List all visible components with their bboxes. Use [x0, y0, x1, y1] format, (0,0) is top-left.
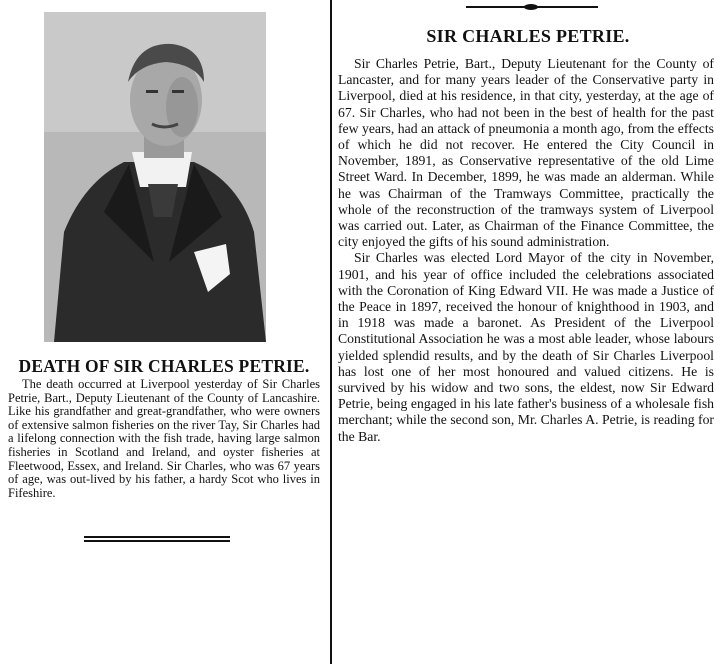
right-paragraph-1: Sir Charles Petrie, Bart., Deputy Lieutenant for the County of Lancaster, and for many years leader of the Conservative party in Liverpool, died at his residence, in that city, yesterday, at the age of 67. Sir Charles, who had not been in the best of health for the past few years, had an attack of pneumonia a month ago, from the effects of which he did not recover. He entered the City Council in November, 1891, as Conservative representative of the old Lime Street Ward. In December, 1899, he was made an alderman. While he was Chairman of the Tramways Committee, practically the whole of the reconstruction of the tramways system of Liverpool was carried out. Later, as Chairman of the Finance Committee, the city enjoyed the gifts of his sound administration. — [338, 56, 714, 250]
left-article-body: The death occurred at Liverpool yesterday of Sir Charles Petrie, Bart., Deputy Lieutenant of the County of Lancashire. Like his grandfather and great-grandfather, who were owners of extensive salmon fisheries on the river Tay, Sir Charles had a lifelong connection with the fish trade, having large salmon fisheries in Scotland and Ireland, and oyster fisheries at Fleetwood, Essex, and Ireland. Sir Charles, who was 67 years of age, was out-lived by his father, a hardy Scot who lives in Fifeshire. — [8, 377, 320, 500]
left-end-rule — [84, 536, 230, 542]
right-paragraph-2: Sir Charles was elected Lord Mayor of the city in November, 1901, and his year of office included the celebrations associated with the Coronation of King Edward VII. He was made a Justice of the Peace in 1897, received the honour of knighthood in 1903, and in 1918 was made a baronet. As President of the Liverpool Constitutional Association he was a most able leader, whose labours yielded splendid results, and by the death of Sir Charles Liverpool has lost one of her most honoured and valued citizens. He is survived by his widow and two sons, the eldest, now Sir Edward Petrie, being engaged in his late father's business of a wholesale fish merchant; while the second son, Mr. Charles A. Petrie, is reading for the Bar. — [338, 250, 714, 444]
portrait-illustration — [44, 12, 266, 342]
portrait-photo — [44, 12, 266, 342]
right-headline: SIR CHARLES PETRIE. — [426, 26, 630, 46]
column-divider — [330, 0, 332, 664]
left-headline: DEATH OF SIR CHARLES PETRIE. — [18, 356, 310, 376]
top-ornament-rule — [466, 6, 598, 8]
right-article-body — [338, 56, 714, 445]
